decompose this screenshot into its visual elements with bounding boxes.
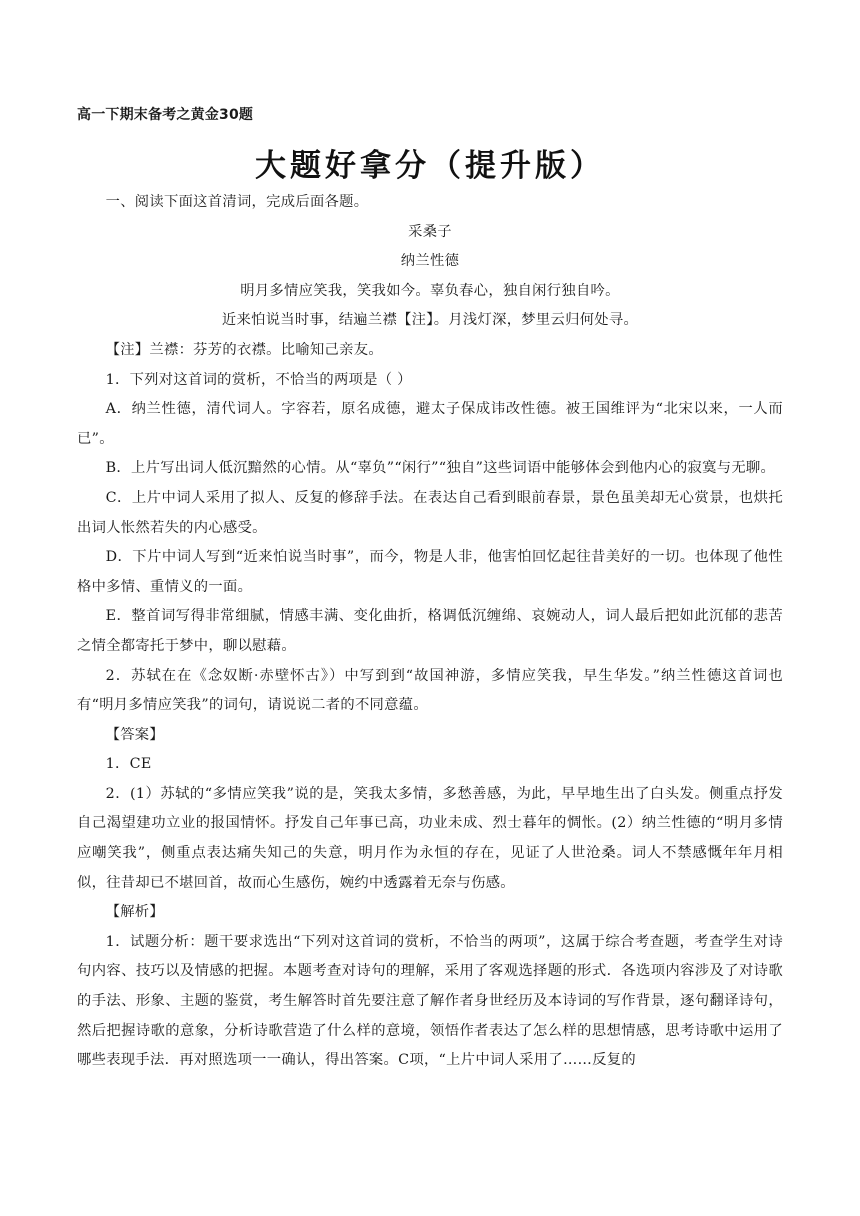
poem-line-1: 明月多情应笑我，笑我如今。辜负春心，独自闲行独自吟。 — [240, 282, 620, 299]
poem-title: 采桑子 — [408, 223, 452, 240]
question-2: 2．苏轼在在《念奴断·赤壁怀古》）中写到到“故国神游，多情应笑我，早生华发。”纳兰性德这首词也有“明月多情应笑我”的词句，请说说二者的不同意蕴。 — [77, 667, 783, 714]
document-header: 高一下期末备考之黄金30题 — [77, 107, 254, 123]
poem-author: 纳兰性德 — [400, 253, 460, 270]
answer-heading: 【答案】 — [105, 726, 164, 743]
document-title: 大题好拿分（提升版） — [255, 148, 605, 184]
answer-1: 1．CE — [105, 756, 152, 773]
option-a: A．纳兰性德，清代词人。字容若，原名成德，避太子保成讳改性德。被王国维评为“北宋以来，一人而已”。 — [77, 401, 783, 447]
analysis-1: 1．试题分析：题干要求选出“下列对这首词的赏析，不恰当的两项”，这属于综合考查题，考查学生对诗句内容、技巧以及情感的把握。本题考查对诗句的理解，采用了客观选择题的形式．各选项内容涉及了对诗歌的手法、形象、主题的鉴赏，考生解答时首先要注意了解作者身世经历及本诗词的写作背景，逐句翻译诗句，然后把握诗歌的意象，分析诗歌营造了什么样的意境，领悟作者表达了怎么样的思想情感，思考诗歌中运用了哪些表现手法．再对照选项一一确认，得出答案。C项，“上片中词人采用了……反复的 — [77, 933, 783, 1069]
poem-line-2: 近来怕说当时事，结遍兰襟【注】。月浅灯深，梦里云归何处寻。 — [221, 312, 639, 329]
question-1: 1．下列对这首词的赏析，不恰当的两项是（ ） — [105, 371, 412, 388]
section-intro: 一、阅读下面这首清词，完成后面各题。 — [105, 194, 369, 210]
poem-note: 【注】兰襟：芬芳的衣襟。比喻知己亲友。 — [105, 341, 383, 358]
analysis-heading: 【解析】 — [105, 904, 164, 921]
option-b: B．上片写出词人低沉黯然的心情。从“辜负”“闲行”“独自”这些词语中能够体会到他内心的寂寞与无聊。 — [105, 460, 776, 477]
document-body — [77, 188, 783, 1076]
answer-2: 2．(1）苏轼的“多情应笑我”说的是，笑我太多情，多愁善感，为此，早早地生出了白头发。侧重点抒发自己渴望建功立业的报国情怀。抒发自己年事已高，功业未成、烈士暮年的惆怅。(2）纳兰性德的“明月多情应嘲笑我”，侧重点表达痛失知己的失意，明月作为永恒的存在，见证了人世沧桑。词人不禁感慨年年月相似，往昔却已不堪回首，故而心生感伤，婉约中透露着无奈与伤感。 — [77, 785, 783, 891]
option-c: C．上片中词人采用了拟人、反复的修辞手法。在表达自己看到眼前春景，景色虽美却无心赏景，也烘托出词人怅然若失的内心感受。 — [77, 489, 783, 536]
option-d: D．下片中词人写到“近来怕说当时事”，而今，物是人非，他害怕回忆起往昔美好的一切。也体现了他性格中多情、重情义的一面。 — [77, 549, 783, 595]
option-e: E．整首词写得非常细腻，情感丰满、变化曲折，格调低沉缠绵、哀婉动人，词人最后把如此沉郁的悲苦之情全都寄托于梦中，聊以慰藉。 — [77, 608, 783, 654]
